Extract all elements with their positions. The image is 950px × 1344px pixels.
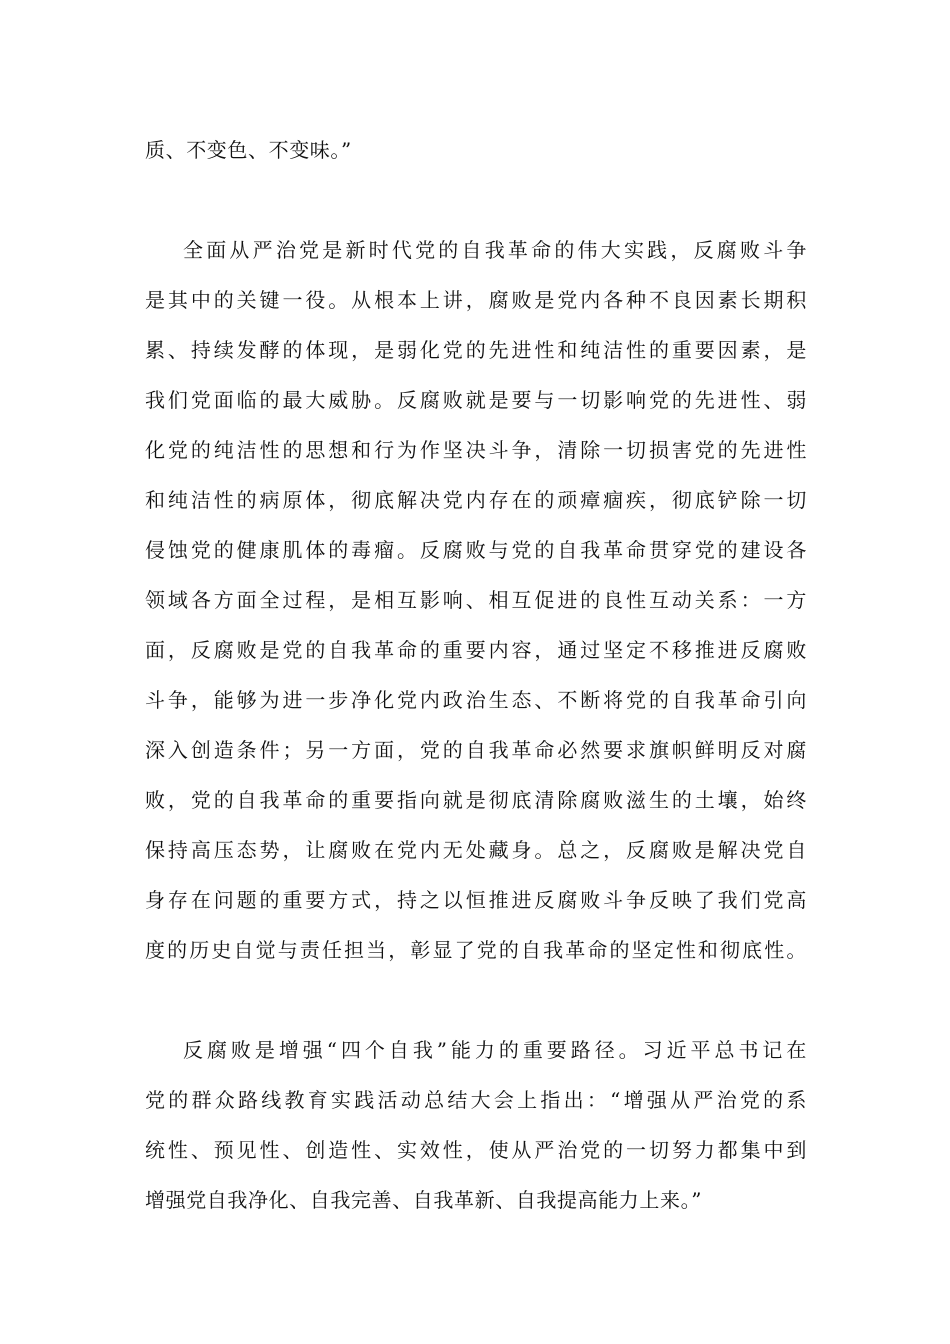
text-line: 累、持续发酵的体现，是弱化党的先进性和纯洁性的重要因素，是 [145,338,807,362]
text-line: 面，反腐败是党的自我革命的重要内容，通过坚定不移推进反腐败 [145,638,807,662]
text-line: 和纯洁性的病原体，彻底解决党内存在的顽瘴痼疾，彻底铲除一切 [145,488,807,512]
text-line: 保持高压态势，让腐败在党内无处藏身。总之，反腐败是解决党自 [145,838,807,862]
text-line: 我们党面临的最大威胁。反腐败就是要与一切影响党的先进性、弱 [145,388,807,412]
text-line: 度的历史自觉与责任担当，彰显了党的自我革命的坚定性和彻底性。 [145,938,807,962]
text-line: 侵蚀党的健康肌体的毒瘤。反腐败与党的自我革命贯穿党的建设各 [145,538,807,562]
text-line: 统性、预见性、创造性、实效性，使从严治党的一切努力都集中到 [145,1138,807,1162]
text-line: 深入创造条件；另一方面，党的自我革命必然要求旗帜鲜明反对腐 [145,738,807,762]
text-line: 败，党的自我革命的重要指向就是彻底清除腐败滋生的土壤，始终 [145,788,807,812]
text-line: 身存在问题的重要方式，持之以恒推进反腐败斗争反映了我们党高 [145,888,807,912]
text-line: 党的群众路线教育实践活动总结大会上指出：“增强从严治党的系 [145,1088,807,1112]
text-line: 斗争，能够为进一步净化党内政治生态、不断将党的自我革命引向 [145,688,807,712]
text-line: 是其中的关键一役。从根本上讲，腐败是党内各种不良因素长期积 [145,288,807,312]
text-line: 反腐败是增强“四个自我”能力的重要路径。习近平总书记在 [183,1038,807,1062]
text-line: 增强党自我净化、自我完善、自我革新、自我提高能力上来。” [145,1188,703,1212]
text-line: 化党的纯洁性的思想和行为作坚决斗争，清除一切损害党的先进性 [145,438,807,462]
text-line: 全面从严治党是新时代党的自我革命的伟大实践，反腐败斗争 [183,238,807,262]
text-line: 质、不变色、不变味。” [145,138,352,162]
text-line: 领域各方面全过程，是相互影响、相互促进的良性互动关系：一方 [145,588,807,612]
